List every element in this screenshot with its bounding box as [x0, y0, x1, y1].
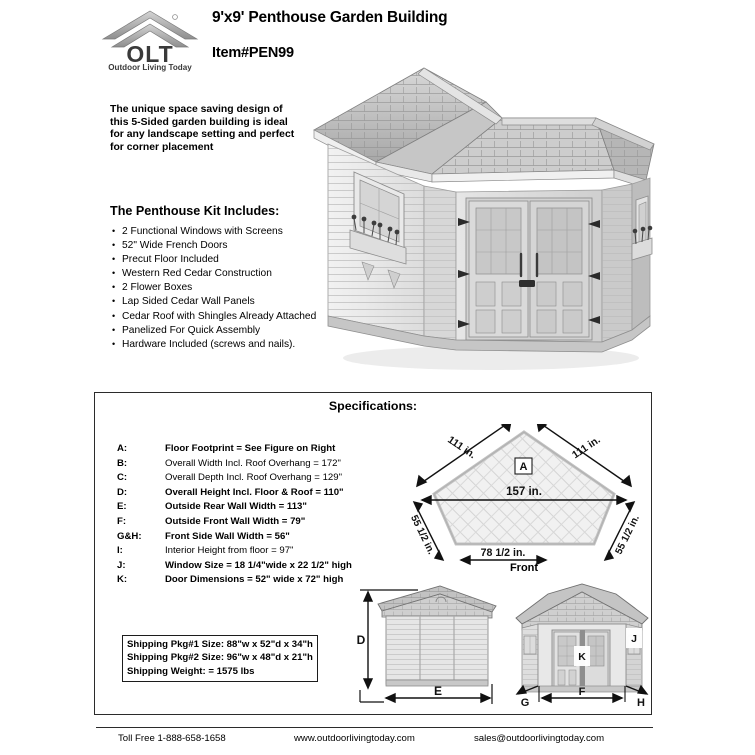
kit-item: • Panelized For Quick Assembly	[110, 324, 325, 338]
spec-value: Window Size = 18 1/4"wide x 22 1/2" high	[165, 559, 352, 571]
footer	[96, 733, 653, 753]
svg-text:111 in.: 111 in.	[445, 434, 478, 462]
footprint-label-a	[515, 458, 532, 474]
spec-value: Overall Width Incl. Roof Overhang = 172"	[165, 457, 341, 469]
kit-item: • 52" Wide French Doors	[110, 239, 325, 253]
spec-value: Floor Footprint = See Figure on Right	[165, 443, 336, 454]
kit-item: • Lap Sided Cedar Wall Panels	[110, 295, 325, 309]
spec-row	[117, 486, 417, 501]
spec-key: A:	[117, 443, 128, 454]
spec-key: G&H:	[117, 530, 142, 542]
specifications-list	[117, 442, 417, 588]
kit-item: • 2 Functional Windows with Screens	[110, 225, 325, 239]
spec-key: F:	[117, 515, 127, 527]
spec-row	[117, 457, 417, 472]
spec-key: B:	[117, 457, 128, 469]
spec-value: Outside Front Wall Width = 79"	[165, 515, 306, 527]
svg-text:55 1/2 in.: 55 1/2 in.	[613, 513, 642, 557]
kit-item: • Hardware Included (screws and nails).	[110, 338, 325, 352]
svg-text:55 1/2 in.: 55 1/2 in.	[408, 513, 437, 557]
shipping-line: Shipping Pkg#1 Size: 88"w x 52"d x 34"h	[127, 639, 313, 650]
spec-row	[117, 530, 417, 545]
spec-key: D:	[117, 486, 128, 498]
shipping-line: Shipping Weight: = 1575 lbs	[127, 665, 255, 677]
logo-abbr: OLT	[126, 41, 174, 67]
spec-row	[117, 442, 417, 457]
footer-phone: Toll Free 1-888-658-1658	[118, 733, 226, 744]
svg-text:E: E	[433, 684, 443, 698]
svg-text:K: K	[578, 651, 586, 663]
footprint-front-label: Front	[509, 562, 539, 574]
rear-elevation-drawing	[344, 580, 504, 708]
spec-value: Overall Depth Incl. Roof Overhang = 129"	[165, 472, 342, 484]
spec-key: I:	[117, 545, 123, 557]
svg-text:157 in.: 157 in.	[506, 486, 542, 498]
svg-text:111 in.: 111 in.	[570, 434, 603, 462]
svg-text:D: D	[356, 633, 366, 647]
svg-text:J: J	[631, 633, 637, 645]
logo-tagline: Outdoor Living Today	[108, 63, 192, 72]
spec-row	[117, 500, 417, 515]
svg-text:H: H	[637, 697, 645, 708]
product-illustration	[306, 58, 662, 380]
spec-key: C:	[117, 472, 128, 484]
kit-includes-title: The Penthouse Kit Includes:	[110, 204, 280, 218]
specifications-heading: Specifications:	[328, 399, 418, 413]
footer-divider	[96, 727, 653, 728]
spec-value: Overall Height Incl. Floor & Roof = 110"	[165, 486, 344, 498]
svg-text:F: F	[578, 686, 586, 698]
spec-key: J:	[117, 559, 126, 571]
spec-row	[117, 515, 417, 530]
spec-value: Outside Rear Wall Width = 113"	[165, 501, 307, 513]
spec-row	[117, 471, 417, 486]
kit-item: • Precut Floor Included	[110, 253, 325, 267]
shipping-info-box	[122, 635, 318, 682]
page-title: 9'x9' Penthouse Garden Building	[212, 9, 448, 26]
french-doors	[466, 198, 592, 340]
olt-logo	[96, 6, 204, 72]
spec-row	[117, 544, 417, 559]
kit-item: • Western Red Cedar Construction	[110, 267, 325, 281]
kit-item: • 2 Flower Boxes	[110, 281, 325, 295]
spec-value: Front Side Wall Width = 56"	[165, 530, 290, 542]
kit-includes-list	[110, 225, 325, 352]
spec-key: K:	[117, 574, 128, 586]
svg-text:A: A	[519, 461, 528, 473]
footer-email[interactable]: sales@outdoorlivingtoday.com	[474, 733, 605, 744]
svg-text:G: G	[520, 697, 530, 708]
item-number: Item#PEN99	[212, 45, 294, 61]
kit-item: • Cedar Roof with Shingles Already Attached	[110, 310, 325, 324]
svg-text:78 1/2 in.: 78 1/2 in.	[480, 547, 526, 559]
spec-row	[117, 559, 417, 574]
spec-key: E:	[117, 501, 127, 513]
floor-footprint-diagram	[398, 424, 650, 576]
right-flower-box	[632, 226, 652, 260]
spec-value: Interior Height from floor = 97"	[165, 545, 294, 557]
footer-website[interactable]: www.outdoorlivingtoday.com	[294, 733, 415, 744]
shipping-line: Shipping Pkg#2 Size: 96"w x 48"d x 21"h	[127, 652, 313, 664]
spec-value: Door Dimensions = 52" wide x 72" high	[165, 574, 344, 586]
front-elevation-drawing	[508, 580, 656, 708]
product-description: The unique space saving design of this 5-Sided garden building is ideal for any landscape setting and perfect for corner placement	[110, 104, 295, 153]
